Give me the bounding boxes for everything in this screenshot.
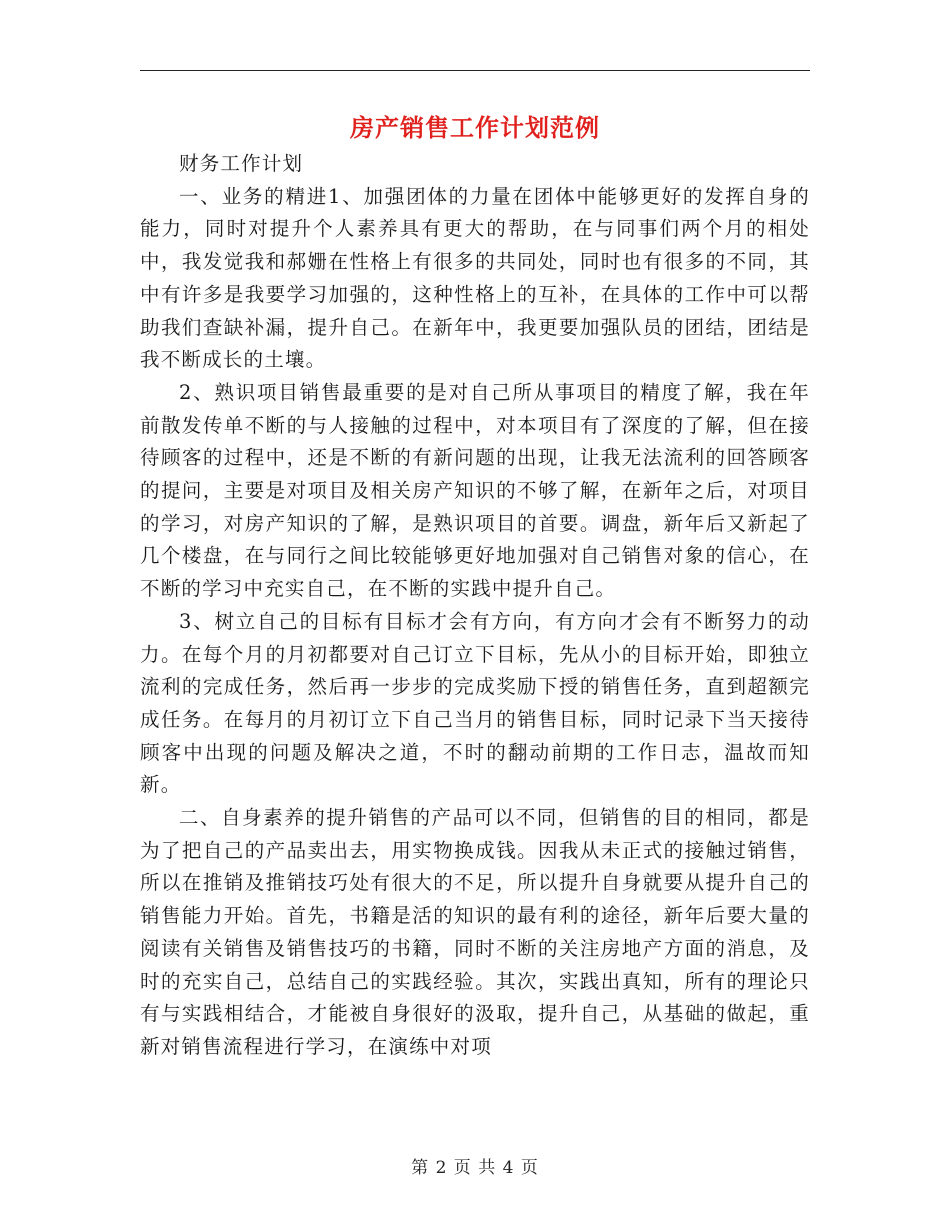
paragraph: 二、自身素养的提升销售的产品可以不同，但销售的目的相同，都是为了把自己的产品卖出去，用实物换成钱。因我从未正式的接触过销售，所以在推销及推销技巧处有很大的不足，所以提升自身就要从提升自己的销售能力开始。首先，书籍是活的知识的最有利的途径，新年后要大量的阅读有关销售及销售技巧的书籍，同时不断的关注房地产方面的消息，及时的充实自己，总结自己的实践经验。其次，实践出真知，所有的理论只有与实践相结合，才能被自身很好的汲取，提升自己，从基础的做起，重新对销售流程进行学习，在演练中对项: [140, 806, 810, 1058]
paragraph: 一、业务的精进1、加强团体的力量在团体中能够更好的发挥自身的能力，同时对提升个人素养具有更大的帮助，在与同事们两个月的相处中，我发觉我和郝姗在性格上有很多的共同处，同时也有很多的不同，其中有许多是我要学习加强的，这种性格上的互补，在具体的工作中可以帮助我们查缺补漏，提升自己。在新年中，我更要加强队员的团结，团结是我不断成长的土壤。: [140, 184, 810, 372]
page-footer: 第 2 页 共 4 页: [411, 1158, 539, 1178]
paragraph-heading: 财务工作计划: [179, 152, 304, 175]
document-title: 房产销售工作计划范例: [350, 113, 600, 142]
paragraph: 2、熟识项目销售最重要的是对自己所从事项目的精度了解，我在年前散发传单不断的与人接触的过程中，对本项目有了深度的了解，但在接待顾客的过程中，还是不断的有新问题的出现，让我无法流利的回答顾客的提问，主要是对项目及相关房产知识的不够了解，在新年之后，对项目的学习，对房产知识的了解，是熟识项目的首要。调盘，新年后又新起了几个楼盘，在与同行之间比较能够更好地加强对自己销售对象的信心，在不断的学习中充实自己，在不断的实践中提升自己。: [140, 380, 810, 601]
header-rule: [140, 70, 810, 71]
paragraph: 3、树立自己的目标有目标才会有方向，有方向才会有不断努力的动力。在每个月的月初都要对自己订立下目标，先从小的目标开始，即独立流利的完成任务，然后再一步步的完成奖励下授的销售任务，直到超额完成任务。在每月的月初订立下自己当月的销售目标，同时记录下当天接待顾客中出现的问题及解决之道，不时的翻动前期的工作日志，温故而知新。: [140, 609, 810, 797]
document-body: [140, 148, 810, 1064]
